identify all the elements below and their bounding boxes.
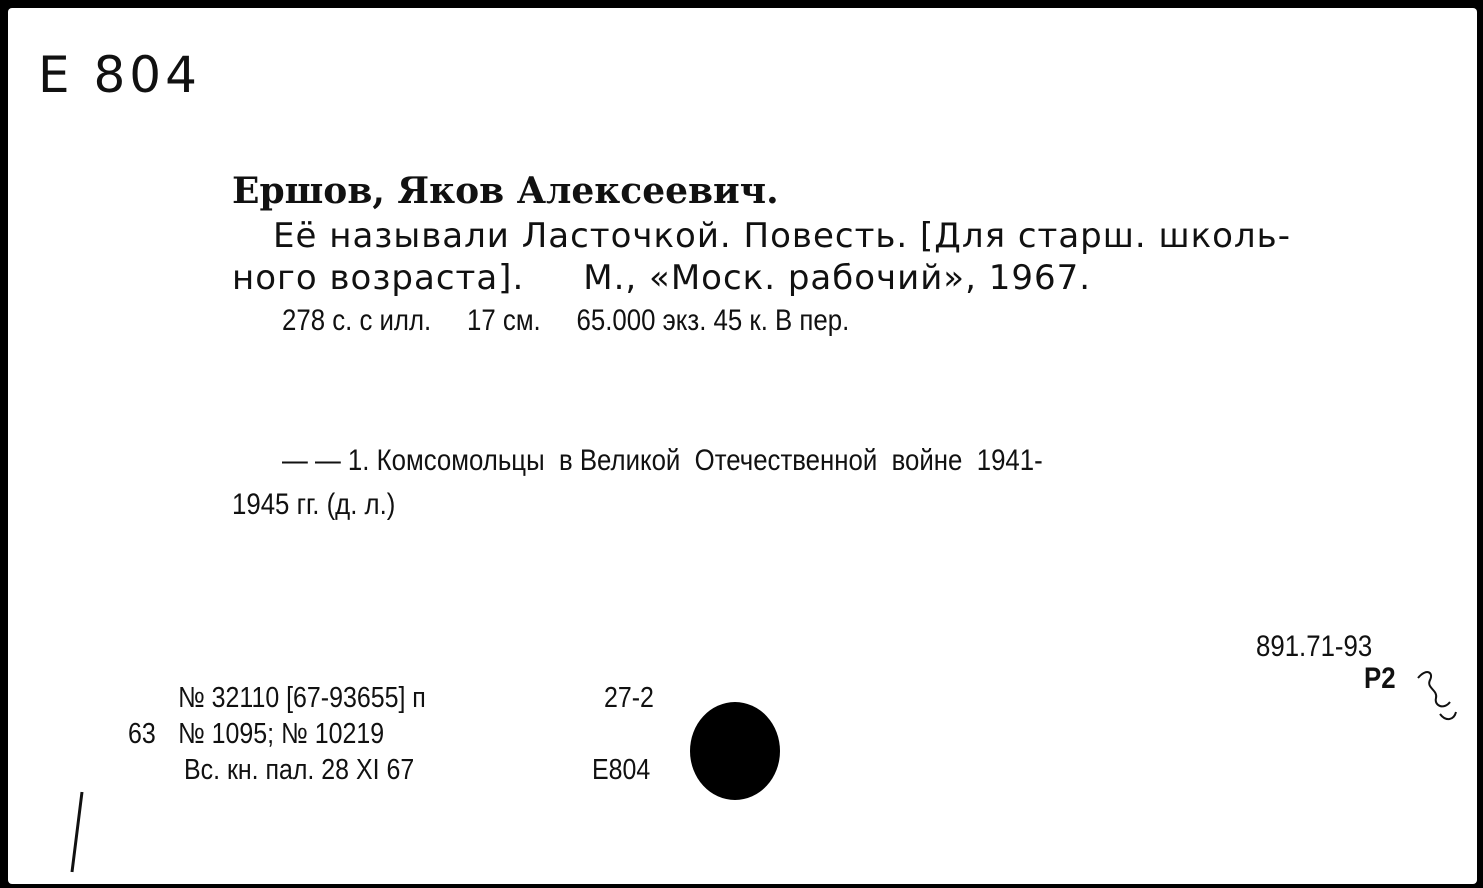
author-heading: Ершов, Яков Алексеевич. <box>232 170 779 212</box>
title-line-1: Её называли Ласточкой. Повесть. [Для старш. школь- <box>273 216 1291 256</box>
classification-code: 891.71-93 <box>1256 630 1373 663</box>
footer-line-1-right: 27-2 <box>604 682 654 714</box>
handwritten-mark-icon <box>1414 664 1464 726</box>
footer-line-2: № 1095; № 10219 <box>178 718 385 750</box>
footer-line-3-right: Е804 <box>592 754 651 786</box>
shelf-mark: Е 804 <box>38 46 201 104</box>
subject-line-2: 1945 гг. (д. л.) <box>232 488 396 521</box>
physical-description: 278 с. с илл. 17 см. 65.000 экз. 45 к. В пер. <box>282 304 850 337</box>
footer-line-3: Вс. кн. пал. 28 XI 67 <box>184 754 415 786</box>
footer-line-1: № 32110 [67-93655] п <box>178 682 426 714</box>
catalog-card <box>8 8 1477 884</box>
footer-line-2-prefix: 63 <box>128 718 156 750</box>
title-line-2: ного возраста]. М., «Моск. рабочий», 1967. <box>232 258 1092 298</box>
subject-line-1: — — 1. Комсомольцы в Великой Отечественной войне 1941- <box>282 444 1043 477</box>
author-sign: Р2 <box>1364 662 1396 695</box>
pencil-stroke-icon <box>64 788 94 878</box>
punched-hole <box>690 702 780 800</box>
